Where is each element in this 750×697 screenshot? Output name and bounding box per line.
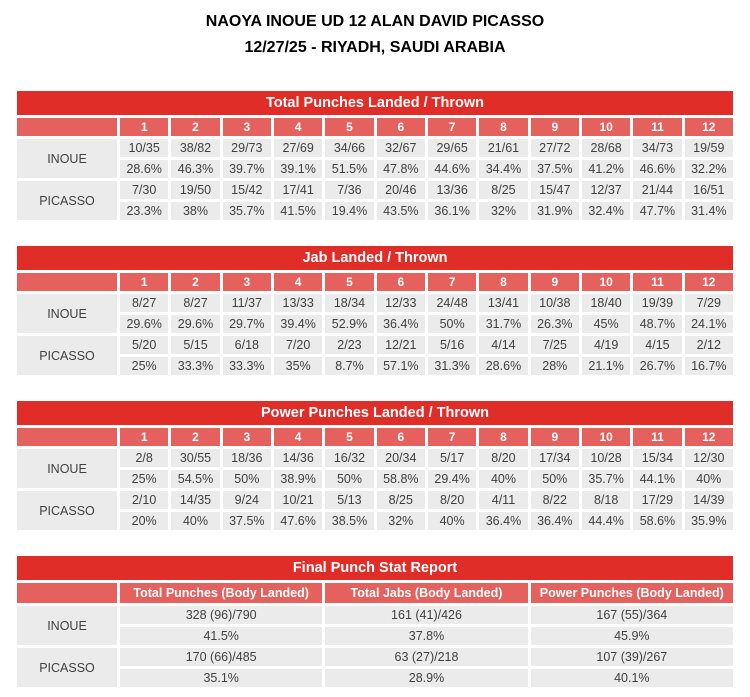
stat-value: 34/66 [325,139,373,157]
stat-value: 5/17 [428,449,476,467]
stat-percent: 45.9% [531,627,733,645]
stat-percent: 35% [274,357,322,375]
round-number: 8 [479,118,527,136]
round-number: 5 [325,428,373,446]
stat-value: 32/67 [377,139,425,157]
stat-value: 21/61 [479,139,527,157]
stat-percent: 21.1% [582,357,630,375]
stat-value: 17/34 [531,449,579,467]
round-number: 7 [428,428,476,446]
stat-percent: 39.7% [223,160,271,178]
stat-percent: 34.4% [479,160,527,178]
stat-value: 7/25 [531,336,579,354]
stat-value: 17/29 [633,491,681,509]
power-punches-table [14,398,736,533]
stat-percent: 33.3% [171,357,219,375]
stat-percent: 36.1% [428,202,476,220]
round-number: 12 [685,428,733,446]
final-report-title: Final Punch Stat Report [17,556,733,580]
total-punches-table-title: Total Punches Landed / Thrown [17,91,733,115]
fighter-name: PICASSO [17,648,117,687]
stat-value: 16/32 [325,449,373,467]
round-number: 9 [531,273,579,291]
table-row [17,648,733,666]
table-row [17,181,733,199]
stat-percent: 28.9% [325,669,527,687]
stat-value: 21/44 [633,181,681,199]
stat-value: 18/36 [223,449,271,467]
stat-percent: 41.5% [120,627,322,645]
column-header-spacer [17,583,117,603]
stat-value: 5/13 [325,491,373,509]
stat-value: 15/34 [633,449,681,467]
round-number: 4 [274,273,322,291]
stat-percent: 32% [377,512,425,530]
jab-table [14,243,736,378]
stat-percent: 35.1% [120,669,322,687]
stat-value: 17/41 [274,181,322,199]
table-row [17,315,733,333]
stat-percent: 28% [531,357,579,375]
stat-percent: 35.7% [582,470,630,488]
stat-value: 12/30 [685,449,733,467]
stat-value: 34/73 [633,139,681,157]
stat-percent: 38% [171,202,219,220]
stat-percent: 33.3% [223,357,271,375]
stat-percent: 20% [120,512,168,530]
round-number: 10 [582,273,630,291]
table-row [17,512,733,530]
stat-percent: 51.5% [325,160,373,178]
stat-percent: 44.4% [582,512,630,530]
stat-percent: 25% [120,357,168,375]
stat-value: 11/37 [223,294,271,312]
stat-value: 107 (39)/267 [531,648,733,666]
table-row [17,491,733,509]
stat-percent: 52.9% [325,315,373,333]
stat-percent: 24.1% [685,315,733,333]
total-punches-table [14,88,736,223]
round-number: 8 [479,273,527,291]
stat-value: 7/29 [685,294,733,312]
fighter-name: PICASSO [17,336,117,375]
stat-value: 38/82 [171,139,219,157]
round-header-spacer [17,428,117,446]
stat-percent: 23.3% [120,202,168,220]
stat-value: 10/38 [531,294,579,312]
stat-value: 8/27 [171,294,219,312]
table-row [17,118,733,136]
stat-value: 8/27 [120,294,168,312]
stat-percent: 40% [171,512,219,530]
stat-value: 10/21 [274,491,322,509]
stat-value: 24/48 [428,294,476,312]
stat-value: 20/46 [377,181,425,199]
round-number: 9 [531,428,579,446]
stat-value: 14/39 [685,491,733,509]
stat-percent: 28.6% [479,357,527,375]
round-number: 7 [428,118,476,136]
stat-value: 10/28 [582,449,630,467]
tables-section [0,88,750,690]
stat-value: 16/51 [685,181,733,199]
stat-value: 19/59 [685,139,733,157]
stat-percent: 16.7% [685,357,733,375]
round-header-spacer [17,273,117,291]
round-number: 1 [120,428,168,446]
stat-percent: 47.6% [274,512,322,530]
stat-value: 29/73 [223,139,271,157]
round-number: 4 [274,118,322,136]
stat-percent: 19.4% [325,202,373,220]
stat-value: 161 (41)/426 [325,606,527,624]
stat-percent: 8.7% [325,357,373,375]
table-row [17,91,733,115]
stat-value: 19/50 [171,181,219,199]
stat-percent: 36.4% [377,315,425,333]
stat-percent: 40% [685,470,733,488]
fighter-name: PICASSO [17,491,117,530]
table-row [17,669,733,687]
table-row [17,357,733,375]
stat-value: 12/37 [582,181,630,199]
stat-value: 12/33 [377,294,425,312]
stat-value: 63 (27)/218 [325,648,527,666]
stat-value: 10/35 [120,139,168,157]
stat-percent: 41.2% [582,160,630,178]
stat-percent: 31.7% [479,315,527,333]
round-number: 2 [171,118,219,136]
fighter-name: PICASSO [17,181,117,220]
round-number: 5 [325,273,373,291]
stat-percent: 58.8% [377,470,425,488]
table-row [17,336,733,354]
round-number: 11 [633,428,681,446]
column-header: Total Jabs (Body Landed) [325,583,527,603]
stat-percent: 37.8% [325,627,527,645]
stat-value: 13/33 [274,294,322,312]
stat-percent: 37.5% [531,160,579,178]
stat-value: 12/21 [377,336,425,354]
stat-value: 19/39 [633,294,681,312]
stat-percent: 46.6% [633,160,681,178]
stat-value: 8/20 [428,491,476,509]
stat-percent: 32.4% [582,202,630,220]
stat-percent: 40% [428,512,476,530]
fight-date-location: 12/27/25 - RIYADH, SAUDI ARABIA [244,39,506,56]
round-number: 11 [633,118,681,136]
table-row [17,556,733,580]
column-header: Power Punches (Body Landed) [531,583,733,603]
stat-percent: 29.6% [171,315,219,333]
stat-percent: 29.4% [428,470,476,488]
stat-value: 18/34 [325,294,373,312]
round-number: 10 [582,428,630,446]
stat-value: 8/25 [377,491,425,509]
stat-percent: 39.1% [274,160,322,178]
stat-percent: 47.8% [377,160,425,178]
stat-percent: 57.1% [377,357,425,375]
stat-value: 20/34 [377,449,425,467]
round-number: 1 [120,118,168,136]
fighter-name: INOUE [17,294,117,333]
table-row [17,470,733,488]
stat-value: 8/20 [479,449,527,467]
stat-percent: 50% [531,470,579,488]
table-row [17,627,733,645]
stat-value: 5/20 [120,336,168,354]
stat-percent: 50% [428,315,476,333]
stat-value: 13/41 [479,294,527,312]
stat-percent: 35.9% [685,512,733,530]
stat-percent: 50% [325,470,373,488]
table-row [17,160,733,178]
round-number: 1 [120,273,168,291]
round-number: 12 [685,273,733,291]
table-row [17,294,733,312]
stat-value: 8/18 [582,491,630,509]
stat-percent: 58.6% [633,512,681,530]
stat-percent: 46.3% [171,160,219,178]
stat-value: 7/20 [274,336,322,354]
stat-percent: 38.9% [274,470,322,488]
stat-value: 2/10 [120,491,168,509]
stat-value: 9/24 [223,491,271,509]
round-number: 12 [685,118,733,136]
stat-value: 28/68 [582,139,630,157]
table-row [17,401,733,425]
round-number: 5 [325,118,373,136]
table-row [17,583,733,603]
table-row [17,139,733,157]
stat-percent: 44.6% [428,160,476,178]
stat-percent: 50% [223,470,271,488]
stat-percent: 25% [120,470,168,488]
stat-percent: 40.1% [531,669,733,687]
round-number: 3 [223,118,271,136]
stat-percent: 31.4% [685,202,733,220]
stat-value: 4/15 [633,336,681,354]
stat-value: 170 (66)/485 [120,648,322,666]
stat-value: 6/18 [223,336,271,354]
stat-percent: 36.4% [479,512,527,530]
round-number: 3 [223,273,271,291]
stat-percent: 38.5% [325,512,373,530]
stat-percent: 32% [479,202,527,220]
round-number: 4 [274,428,322,446]
stat-percent: 29.7% [223,315,271,333]
stat-value: 8/22 [531,491,579,509]
stat-percent: 40% [479,470,527,488]
fight-title: NAOYA INOUE UD 12 ALAN DAVID PICASSO [205,13,545,30]
stat-value: 15/42 [223,181,271,199]
stat-value: 27/72 [531,139,579,157]
stat-value: 4/14 [479,336,527,354]
stat-value: 18/40 [582,294,630,312]
stat-value: 2/23 [325,336,373,354]
round-number: 10 [582,118,630,136]
stat-percent: 29.6% [120,315,168,333]
stat-percent: 26.3% [531,315,579,333]
stat-percent: 35.7% [223,202,271,220]
jab-table-title: Jab Landed / Thrown [17,246,733,270]
round-number: 6 [377,428,425,446]
stat-value: 14/36 [274,449,322,467]
stat-value: 328 (96)/790 [120,606,322,624]
round-number: 8 [479,428,527,446]
stat-value: 4/19 [582,336,630,354]
stat-value: 167 (55)/364 [531,606,733,624]
round-number: 3 [223,428,271,446]
stat-percent: 31.3% [428,357,476,375]
table-row [17,449,733,467]
stat-percent: 26.7% [633,357,681,375]
column-header: Total Punches (Body Landed) [120,583,322,603]
fighter-name: INOUE [17,449,117,488]
stat-value: 30/55 [171,449,219,467]
stat-value: 15/47 [531,181,579,199]
stat-percent: 39.4% [274,315,322,333]
table-row [17,246,733,270]
stat-value: 5/16 [428,336,476,354]
round-number: 11 [633,273,681,291]
stat-percent: 43.5% [377,202,425,220]
stat-percent: 48.7% [633,315,681,333]
round-number: 6 [377,273,425,291]
stat-percent: 45% [582,315,630,333]
round-number: 7 [428,273,476,291]
stat-value: 13/36 [428,181,476,199]
round-number: 2 [171,428,219,446]
table-row [17,428,733,446]
round-number: 9 [531,118,579,136]
power-punches-table-title: Power Punches Landed / Thrown [17,401,733,425]
stat-value: 4/11 [479,491,527,509]
stat-value: 5/15 [171,336,219,354]
table-row [17,202,733,220]
stat-percent: 54.5% [171,470,219,488]
stat-percent: 36.4% [531,512,579,530]
stat-percent: 37.5% [223,512,271,530]
stat-percent: 47.7% [633,202,681,220]
round-number: 2 [171,273,219,291]
stat-percent: 32.2% [685,160,733,178]
table-row [17,273,733,291]
stat-value: 7/36 [325,181,373,199]
stat-percent: 28.6% [120,160,168,178]
stat-percent: 31.9% [531,202,579,220]
final-report-table [14,553,736,690]
stat-percent: 44.1% [633,470,681,488]
stat-value: 29/65 [428,139,476,157]
round-header-spacer [17,118,117,136]
round-number: 6 [377,118,425,136]
fighter-name: INOUE [17,139,117,178]
table-row [17,606,733,624]
stat-value: 7/30 [120,181,168,199]
stat-value: 14/35 [171,491,219,509]
fighter-name: INOUE [17,606,117,645]
stat-value: 2/12 [685,336,733,354]
stat-percent: 41.5% [274,202,322,220]
title-block [0,0,750,58]
stat-value: 8/25 [479,181,527,199]
stat-value: 27/69 [274,139,322,157]
stat-value: 2/8 [120,449,168,467]
